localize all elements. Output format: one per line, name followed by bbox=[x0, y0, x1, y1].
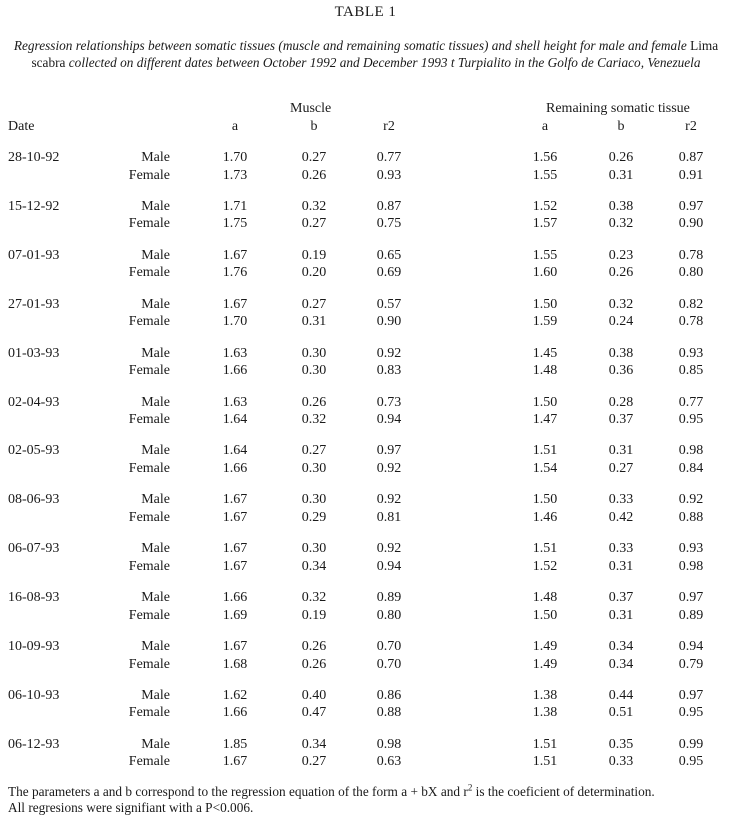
muscle-b-value: 0.26 bbox=[301, 656, 327, 672]
remaining-r2-value: 0.78 bbox=[678, 314, 704, 330]
muscle-r2-value: 0.94 bbox=[376, 558, 402, 574]
remaining-b-value: 0.31 bbox=[608, 607, 634, 623]
muscle-a-value: 1.62 bbox=[222, 687, 248, 703]
remaining-r2-value: 0.84 bbox=[678, 460, 704, 476]
muscle-b-value: 0.26 bbox=[301, 639, 327, 654]
remaining-a-value: 1.50 bbox=[532, 394, 558, 410]
date-cell: 02-05-93 bbox=[8, 443, 60, 459]
male-label: Male bbox=[141, 394, 170, 410]
female-label: Female bbox=[128, 754, 170, 770]
muscle-r2-value: 0.57 bbox=[376, 296, 402, 312]
remaining-r2-value: 0.95 bbox=[678, 754, 704, 770]
remaining-b-value: 0.27 bbox=[608, 460, 634, 476]
muscle-b-value: 0.27 bbox=[301, 296, 327, 312]
date-cell: 27-01-93 bbox=[8, 296, 60, 312]
muscle-a-value: 1.66 bbox=[222, 705, 248, 721]
muscle-a-value: 1.67 bbox=[222, 639, 248, 654]
muscle-b-value: 0.32 bbox=[301, 412, 327, 427]
male-label: Male bbox=[141, 198, 170, 214]
remaining-r2-value: 0.93 bbox=[678, 541, 704, 557]
remaining-b-value: 0.34 bbox=[608, 639, 634, 654]
muscle-r2-value: 0.70 bbox=[376, 639, 402, 654]
remaining-b-value: 0.31 bbox=[608, 167, 634, 183]
remaining-a-value: 1.52 bbox=[532, 198, 558, 214]
remaining-a-value: 1.50 bbox=[532, 492, 558, 508]
muscle-a-value: 1.69 bbox=[222, 607, 248, 623]
table-footnote bbox=[8, 784, 728, 816]
remaining-r2-value: 0.97 bbox=[678, 198, 704, 214]
remaining-a-header: a bbox=[541, 119, 549, 134]
muscle-a-value: 1.85 bbox=[222, 736, 248, 752]
muscle-b-value: 0.34 bbox=[301, 736, 327, 752]
remaining-r2-value: 0.92 bbox=[678, 492, 704, 508]
remaining-b-value: 0.35 bbox=[608, 736, 634, 752]
date-cell: 10-09-93 bbox=[8, 639, 60, 654]
male-label: Male bbox=[141, 345, 170, 361]
remaining-b-value: 0.31 bbox=[608, 443, 634, 459]
male-label: Male bbox=[141, 296, 170, 312]
remaining-b-value: 0.38 bbox=[608, 198, 634, 214]
muscle-a-value: 1.70 bbox=[222, 314, 248, 330]
remaining-r2-value: 0.95 bbox=[678, 705, 704, 721]
remaining-r2-value: 0.80 bbox=[678, 265, 704, 281]
remaining-r2-value: 0.90 bbox=[678, 216, 704, 232]
remaining-r2-header: r2 bbox=[685, 119, 697, 134]
remaining-a-value: 1.49 bbox=[532, 639, 558, 654]
remaining-a-value: 1.51 bbox=[532, 443, 558, 459]
remaining-a-value: 1.47 bbox=[532, 412, 558, 427]
muscle-r2-value: 0.70 bbox=[376, 656, 402, 672]
remaining-a-value: 1.59 bbox=[532, 314, 558, 330]
muscle-r2-value: 0.92 bbox=[376, 541, 402, 557]
muscle-a-value: 1.67 bbox=[222, 754, 248, 770]
remaining-b-value: 0.33 bbox=[608, 754, 634, 770]
remaining-a-value: 1.50 bbox=[532, 607, 558, 623]
muscle-a-value: 1.71 bbox=[222, 198, 248, 214]
remaining-r2-value: 0.93 bbox=[678, 345, 704, 361]
date-cell: 01-03-93 bbox=[8, 345, 60, 361]
remaining-r2-value: 0.85 bbox=[678, 363, 704, 379]
muscle-a-value: 1.76 bbox=[222, 265, 248, 281]
muscle-a-value: 1.67 bbox=[222, 558, 248, 574]
remaining-r2-value: 0.97 bbox=[678, 687, 704, 703]
muscle-r2-value: 0.93 bbox=[376, 167, 402, 183]
remaining-r2-value: 0.98 bbox=[678, 443, 704, 459]
table-title: TABLE 1 bbox=[334, 4, 397, 20]
remaining-r2-value: 0.99 bbox=[678, 736, 704, 752]
remaining-r2-value: 0.77 bbox=[678, 394, 704, 410]
table-caption bbox=[8, 37, 724, 71]
muscle-r2-value: 0.88 bbox=[376, 705, 402, 721]
female-label: Female bbox=[128, 460, 170, 476]
date-cell: 06-12-93 bbox=[8, 736, 60, 752]
remaining-a-value: 1.49 bbox=[532, 656, 558, 672]
muscle-r2-value: 0.92 bbox=[376, 460, 402, 476]
muscle-r2-value: 0.80 bbox=[376, 607, 402, 623]
remaining-b-value: 0.32 bbox=[608, 296, 634, 312]
female-label: Female bbox=[128, 558, 170, 574]
remaining-r2-value: 0.89 bbox=[678, 607, 704, 623]
caption-text-2: collected on different dates between October 1992 and December 1993 t Turpialito in the Golfo de Cariaco, Venezuela bbox=[65, 55, 701, 70]
remaining-a-value: 1.51 bbox=[532, 736, 558, 752]
muscle-b-value: 0.27 bbox=[301, 754, 327, 770]
date-cell: 16-08-93 bbox=[8, 590, 60, 606]
muscle-b-value: 0.32 bbox=[301, 590, 327, 606]
date-column-header: Date bbox=[8, 119, 35, 134]
muscle-a-value: 1.67 bbox=[222, 541, 248, 557]
remaining-r2-value: 0.82 bbox=[678, 296, 704, 312]
remaining-b-value: 0.44 bbox=[608, 687, 634, 703]
muscle-r2-value: 0.98 bbox=[376, 736, 402, 752]
muscle-b-value: 0.27 bbox=[301, 443, 327, 459]
muscle-a-value: 1.73 bbox=[222, 167, 248, 183]
remaining-r2-value: 0.88 bbox=[678, 509, 704, 525]
muscle-a-header: a bbox=[231, 119, 239, 134]
date-cell: 06-07-93 bbox=[8, 541, 60, 557]
muscle-a-value: 1.67 bbox=[222, 492, 248, 508]
muscle-a-value: 1.63 bbox=[222, 394, 248, 410]
remaining-a-value: 1.52 bbox=[532, 558, 558, 574]
date-cell: 02-04-93 bbox=[8, 394, 60, 410]
footnote-line-2: All regresions were signifiant with a P<0.006. bbox=[8, 800, 254, 815]
remaining-r2-value: 0.98 bbox=[678, 558, 704, 574]
footnote-superscript: 2 bbox=[467, 782, 473, 793]
muscle-r2-value: 0.77 bbox=[376, 150, 402, 165]
remaining-a-value: 1.54 bbox=[532, 460, 558, 476]
muscle-b-value: 0.30 bbox=[301, 492, 327, 508]
muscle-b-value: 0.27 bbox=[301, 150, 327, 165]
remaining-r2-value: 0.87 bbox=[678, 150, 704, 165]
female-label: Female bbox=[128, 656, 170, 672]
muscle-a-value: 1.64 bbox=[222, 443, 248, 459]
female-label: Female bbox=[128, 363, 170, 379]
muscle-group-header: Muscle bbox=[290, 101, 332, 116]
remaining-r2-value: 0.94 bbox=[678, 639, 704, 654]
remaining-b-value: 0.51 bbox=[608, 705, 634, 721]
remaining-b-value: 0.33 bbox=[608, 541, 634, 557]
female-label: Female bbox=[128, 607, 170, 623]
muscle-b-value: 0.34 bbox=[301, 558, 327, 574]
muscle-a-value: 1.70 bbox=[222, 150, 248, 165]
remaining-a-value: 1.46 bbox=[532, 509, 558, 525]
muscle-r2-header: r2 bbox=[383, 119, 395, 134]
remaining-a-value: 1.45 bbox=[532, 345, 558, 361]
remaining-a-value: 1.56 bbox=[532, 150, 558, 165]
remaining-b-value: 0.31 bbox=[608, 558, 634, 574]
muscle-r2-value: 0.73 bbox=[376, 394, 402, 410]
muscle-r2-value: 0.83 bbox=[376, 363, 402, 379]
male-label: Male bbox=[141, 492, 170, 508]
remaining-b-value: 0.36 bbox=[608, 363, 634, 379]
remaining-a-value: 1.55 bbox=[532, 167, 558, 183]
male-label: Male bbox=[141, 150, 170, 165]
footnote-text-b: is the coeficient of determination. bbox=[472, 784, 655, 799]
remaining-b-value: 0.37 bbox=[608, 590, 634, 606]
remaining-a-value: 1.60 bbox=[532, 265, 558, 281]
male-label: Male bbox=[141, 590, 170, 606]
remaining-r2-value: 0.97 bbox=[678, 590, 704, 606]
muscle-b-value: 0.31 bbox=[301, 314, 327, 330]
muscle-r2-value: 0.92 bbox=[376, 492, 402, 508]
muscle-b-value: 0.40 bbox=[301, 687, 327, 703]
muscle-r2-value: 0.90 bbox=[376, 314, 402, 330]
date-cell: 08-06-93 bbox=[8, 492, 60, 508]
muscle-r2-value: 0.63 bbox=[376, 754, 402, 770]
muscle-b-value: 0.26 bbox=[301, 394, 327, 410]
remaining-b-header: b bbox=[617, 119, 625, 134]
remaining-b-value: 0.32 bbox=[608, 216, 634, 232]
remaining-b-value: 0.38 bbox=[608, 345, 634, 361]
date-cell: 06-10-93 bbox=[8, 687, 60, 703]
muscle-b-value: 0.27 bbox=[301, 216, 327, 232]
female-label: Female bbox=[128, 314, 170, 330]
footnote-text-a: The parameters a and b correspond to the regression equation of the form a + bX and r bbox=[8, 784, 468, 799]
muscle-a-value: 1.66 bbox=[222, 363, 248, 379]
remaining-a-value: 1.51 bbox=[532, 754, 558, 770]
male-label: Male bbox=[141, 736, 170, 752]
remaining-a-value: 1.48 bbox=[532, 363, 558, 379]
muscle-a-value: 1.66 bbox=[222, 590, 248, 606]
muscle-r2-value: 0.75 bbox=[376, 216, 402, 232]
male-label: Male bbox=[141, 687, 170, 703]
muscle-a-value: 1.63 bbox=[222, 345, 248, 361]
muscle-b-value: 0.19 bbox=[301, 247, 327, 263]
muscle-b-value: 0.29 bbox=[301, 509, 327, 525]
male-label: Male bbox=[141, 639, 170, 654]
muscle-r2-value: 0.89 bbox=[376, 590, 402, 606]
footnote-line-1 bbox=[8, 784, 728, 800]
remaining-a-value: 1.38 bbox=[532, 705, 558, 721]
remaining-b-value: 0.33 bbox=[608, 492, 634, 508]
muscle-r2-value: 0.94 bbox=[376, 412, 402, 427]
muscle-a-value: 1.68 bbox=[222, 656, 248, 672]
muscle-b-value: 0.26 bbox=[301, 167, 327, 183]
muscle-a-value: 1.64 bbox=[222, 412, 248, 427]
male-label: Male bbox=[141, 247, 170, 263]
male-label: Male bbox=[141, 443, 170, 459]
muscle-b-value: 0.19 bbox=[301, 607, 327, 623]
remaining-a-value: 1.50 bbox=[532, 296, 558, 312]
date-cell: 28-10-92 bbox=[8, 150, 60, 165]
female-label: Female bbox=[128, 167, 170, 183]
muscle-r2-value: 0.87 bbox=[376, 198, 402, 214]
remaining-b-value: 0.42 bbox=[608, 509, 634, 525]
muscle-b-header: b bbox=[310, 119, 318, 134]
remaining-a-value: 1.57 bbox=[532, 216, 558, 232]
remaining-a-value: 1.48 bbox=[532, 590, 558, 606]
muscle-r2-value: 0.65 bbox=[376, 247, 402, 263]
muscle-b-value: 0.47 bbox=[301, 705, 327, 721]
muscle-r2-value: 0.86 bbox=[376, 687, 402, 703]
date-cell: 15-12-92 bbox=[8, 198, 60, 214]
remaining-b-value: 0.28 bbox=[608, 394, 634, 410]
remaining-a-value: 1.55 bbox=[532, 247, 558, 263]
muscle-b-value: 0.30 bbox=[301, 460, 327, 476]
remaining-a-value: 1.51 bbox=[532, 541, 558, 557]
female-label: Female bbox=[128, 705, 170, 721]
muscle-r2-value: 0.81 bbox=[376, 509, 402, 525]
muscle-r2-value: 0.97 bbox=[376, 443, 402, 459]
female-label: Female bbox=[128, 412, 170, 427]
muscle-b-value: 0.20 bbox=[301, 265, 327, 281]
remaining-b-value: 0.23 bbox=[608, 247, 634, 263]
muscle-b-value: 0.30 bbox=[301, 541, 327, 557]
remaining-r2-value: 0.95 bbox=[678, 412, 704, 427]
muscle-b-value: 0.32 bbox=[301, 198, 327, 214]
muscle-a-value: 1.67 bbox=[222, 296, 248, 312]
muscle-r2-value: 0.92 bbox=[376, 345, 402, 361]
remaining-b-value: 0.26 bbox=[608, 150, 634, 165]
remaining-a-value: 1.38 bbox=[532, 687, 558, 703]
remaining-r2-value: 0.91 bbox=[678, 167, 704, 183]
remaining-r2-value: 0.78 bbox=[678, 247, 704, 263]
remaining-r2-value: 0.79 bbox=[678, 656, 704, 672]
muscle-a-value: 1.67 bbox=[222, 247, 248, 263]
muscle-b-value: 0.30 bbox=[301, 345, 327, 361]
muscle-a-value: 1.66 bbox=[222, 460, 248, 476]
muscle-a-value: 1.67 bbox=[222, 509, 248, 525]
remaining-b-value: 0.24 bbox=[608, 314, 634, 330]
date-cell: 07-01-93 bbox=[8, 247, 60, 263]
caption-text-1: Regression relationships between somatic tissues (muscle and remaining somatic tissues) and shell height for male and female bbox=[13, 38, 691, 53]
muscle-r2-value: 0.69 bbox=[376, 265, 402, 281]
muscle-a-value: 1.75 bbox=[222, 216, 248, 232]
female-label: Female bbox=[128, 216, 170, 232]
male-label: Male bbox=[141, 541, 170, 557]
remaining-b-value: 0.37 bbox=[608, 412, 634, 427]
remaining-tissue-group-header: Remaining somatic tissue bbox=[546, 101, 690, 116]
female-label: Female bbox=[128, 265, 170, 281]
caption-species: Lima scabra bbox=[31, 38, 719, 70]
female-label: Female bbox=[128, 509, 170, 525]
remaining-b-value: 0.26 bbox=[608, 265, 634, 281]
remaining-b-value: 0.34 bbox=[608, 656, 634, 672]
muscle-b-value: 0.30 bbox=[301, 363, 327, 379]
